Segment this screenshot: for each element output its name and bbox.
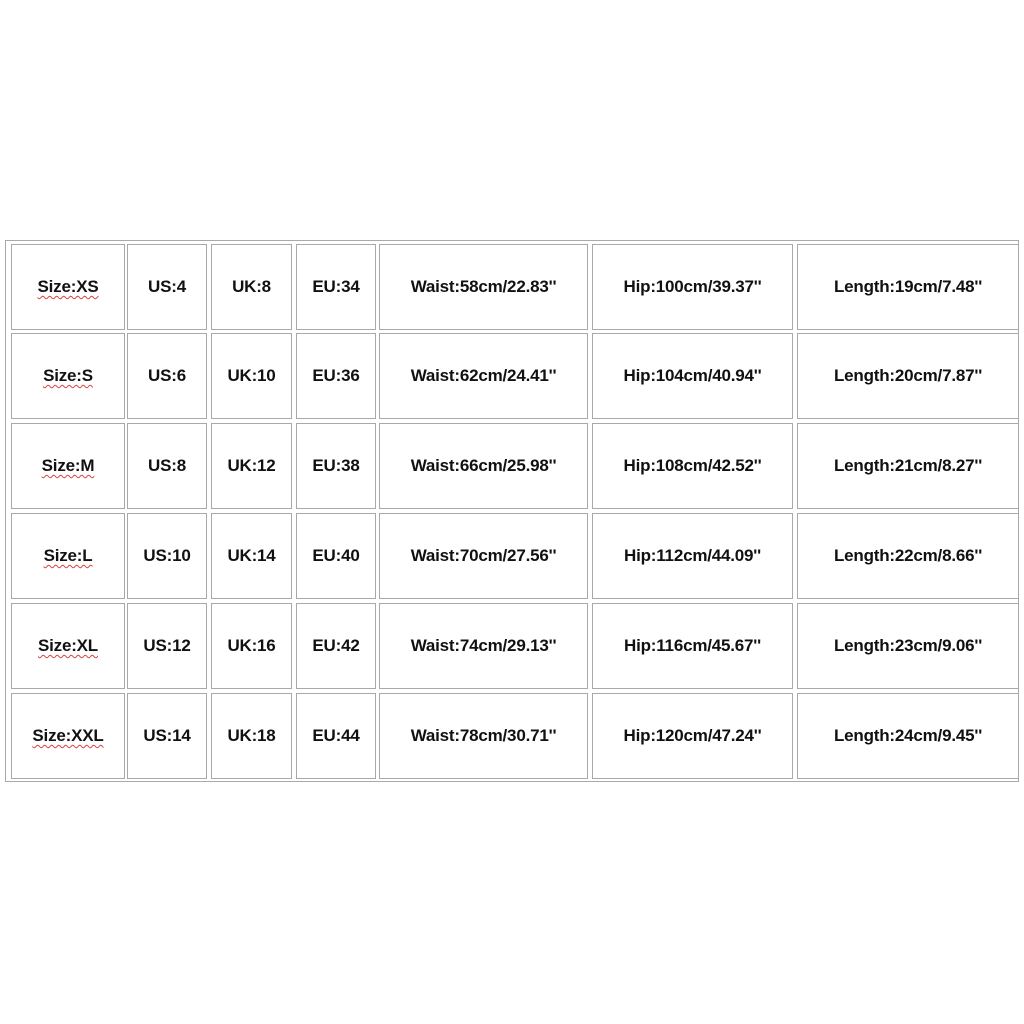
cell-hip	[592, 603, 793, 689]
cell-uk	[211, 333, 292, 419]
cell-us	[127, 423, 207, 509]
cell-hip	[592, 244, 793, 330]
cell-text: UK:10	[227, 366, 276, 385]
cell-text: Length:21cm/8.27''	[833, 456, 983, 475]
cell-text: Waist:74cm/29.13''	[410, 636, 557, 655]
cell-text: EU:40	[312, 546, 360, 565]
cell-text: Hip:100cm/39.37''	[623, 277, 762, 296]
cell-us	[127, 513, 207, 599]
cell-text: EU:44	[312, 726, 360, 745]
cell-length	[797, 513, 1019, 599]
cell-text: Size:M	[41, 456, 95, 475]
cell-uk	[211, 244, 292, 330]
cell-waist	[379, 423, 588, 509]
cell-text: Waist:62cm/24.41''	[410, 366, 557, 385]
cell-us	[127, 693, 207, 779]
cell-text: Waist:70cm/27.56''	[410, 546, 557, 565]
cell-text: EU:42	[312, 636, 360, 655]
cell-eu	[296, 603, 376, 689]
cell-hip	[592, 423, 793, 509]
cell-waist	[379, 513, 588, 599]
cell-length	[797, 603, 1019, 689]
cell-text: Length:23cm/9.06''	[833, 636, 983, 655]
cell-length	[797, 423, 1019, 509]
cell-waist	[379, 244, 588, 330]
cell-us	[127, 244, 207, 330]
cell-text: Size:L	[43, 546, 93, 565]
cell-eu	[296, 333, 376, 419]
cell-size	[11, 693, 125, 779]
cell-text: Size:S	[43, 366, 93, 385]
cell-hip	[592, 513, 793, 599]
cell-text: US:4	[148, 277, 186, 296]
cell-waist	[379, 693, 588, 779]
size-chart-table	[5, 240, 1019, 782]
cell-text: US:12	[143, 636, 191, 655]
cell-text: EU:36	[312, 366, 360, 385]
cell-text: US:14	[143, 726, 191, 745]
cell-text: Length:20cm/7.87''	[833, 366, 983, 385]
cell-text: Waist:66cm/25.98''	[410, 456, 557, 475]
cell-uk	[211, 513, 292, 599]
cell-text: Hip:112cm/44.09''	[624, 546, 761, 565]
cell-text: Size:XL	[37, 636, 98, 655]
cell-text: Waist:58cm/22.83''	[410, 277, 557, 296]
cell-waist	[379, 333, 588, 419]
cell-us	[127, 333, 207, 419]
cell-text: US:6	[148, 366, 186, 385]
cell-length	[797, 693, 1019, 779]
cell-uk	[211, 693, 292, 779]
cell-text: Waist:78cm/30.71''	[410, 726, 557, 745]
cell-text: Hip:116cm/45.67''	[624, 636, 761, 655]
cell-text: EU:34	[312, 277, 360, 296]
cell-length	[797, 244, 1019, 330]
cell-size	[11, 603, 125, 689]
cell-text: Length:19cm/7.48''	[833, 277, 983, 296]
cell-text: UK:14	[227, 546, 276, 565]
cell-us	[127, 603, 207, 689]
cell-size	[11, 513, 125, 599]
cell-text: Size:XS	[37, 277, 99, 296]
cell-hip	[592, 333, 793, 419]
cell-text: Length:22cm/8.66''	[833, 546, 983, 565]
cell-eu	[296, 423, 376, 509]
cell-uk	[211, 423, 292, 509]
cell-text: UK:12	[227, 456, 276, 475]
cell-text: Hip:108cm/42.52''	[623, 456, 762, 475]
cell-eu	[296, 513, 376, 599]
cell-length	[797, 333, 1019, 419]
cell-text: UK:16	[227, 636, 276, 655]
cell-text: Hip:104cm/40.94''	[623, 366, 762, 385]
cell-text: EU:38	[312, 456, 360, 475]
cell-uk	[211, 603, 292, 689]
cell-text: US:8	[148, 456, 186, 475]
cell-waist	[379, 603, 588, 689]
cell-size	[11, 244, 125, 330]
cell-hip	[592, 693, 793, 779]
cell-text: Length:24cm/9.45''	[833, 726, 983, 745]
cell-text: US:10	[143, 546, 191, 565]
cell-text: UK:18	[227, 726, 276, 745]
cell-eu	[296, 693, 376, 779]
cell-text: UK:8	[232, 277, 271, 296]
cell-text: Hip:120cm/47.24''	[623, 726, 762, 745]
cell-size	[11, 423, 125, 509]
cell-size	[11, 333, 125, 419]
cell-text: Size:XXL	[32, 726, 104, 745]
cell-eu	[296, 244, 376, 330]
